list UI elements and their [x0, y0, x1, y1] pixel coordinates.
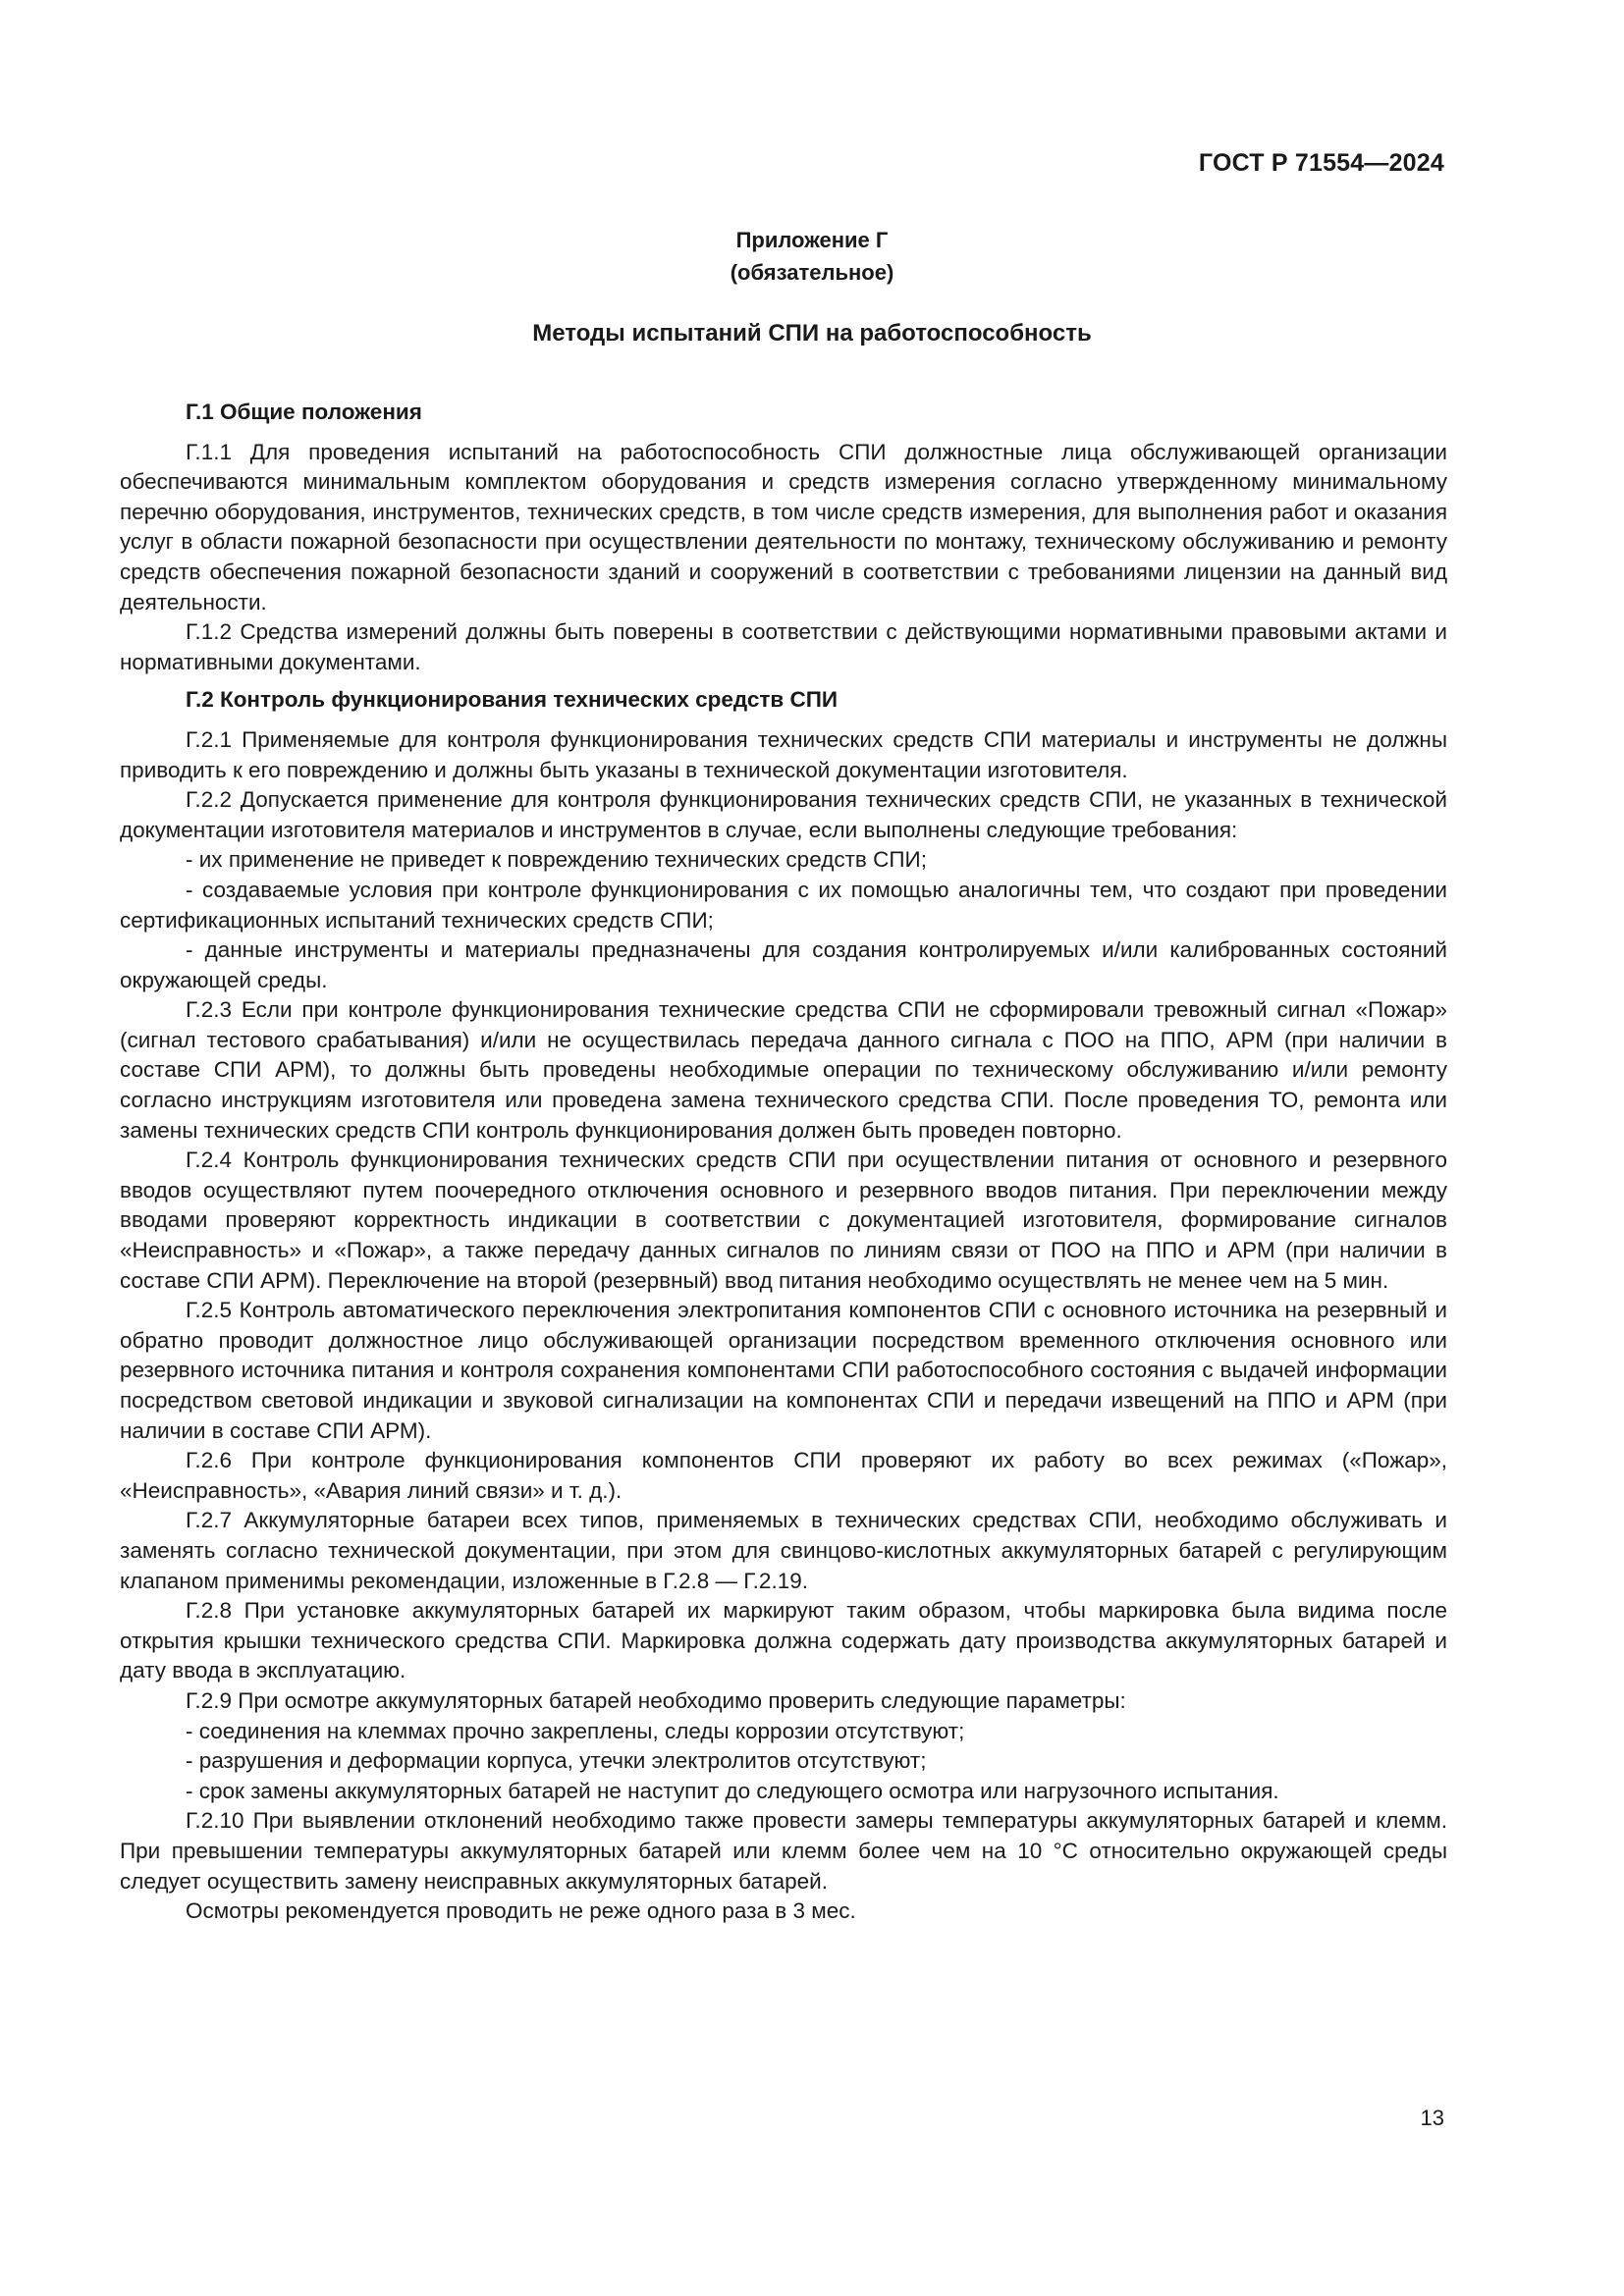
paragraph: Г.2.10 При выявлении отклонений необходимо также провести замеры температуры аккумуляторных батарей и клемм. При превышении температуры аккумуляторных батарей или клемм более чем на 10 °С относительно окружающей среды следует осуществить замену неисправных аккумуляторных батарей. [120, 1808, 1447, 1894]
paragraph: Г.2.3 Если при контроле функционирования технические средства СПИ не сформировали тревожный сигнал «Пожар» (сигнал тестового срабатывания) и/или не осуществилась передача данного сигнала с ПОО на ППО, АРМ (при наличии в составе СПИ АРМ), то должны быть проведены необходимые операции по техническому обслуживанию и/или ремонту согласно инструкциям изготовителя или проведена замена технического средства СПИ. После проведения ТО, ремонта или замены технических средств СПИ контроль функционирования должен быть проведен повторно. [120, 997, 1447, 1143]
paragraph: Г.1.1 Для проведения испытаний на работоспособность СПИ должностные лица обслуживающей организации обеспечиваются минимальным комплектом оборудования и средств измерения согласно утвержденному минимальному перечню оборудования, инструментов, технических средств, в том числе средств измерения, для выполнения работ и оказания услуг в области пожарной безопасности при осуществлении деятельности по монтажу, техническому обслуживанию и ремонту средств обеспечения пожарной безопасности зданий и сооружений в соответствии с требованиями лицензии на данный вид деятельности. [120, 439, 1447, 614]
paragraph: Г.2.2 Допускается применение для контроля функционирования технических средств СПИ, не указанных в технической документации изготовителя материалов и инструментов в случае, если выполнены следующие требования: [120, 787, 1447, 842]
list-item: - данные инструменты и материалы предназначены для создания контролируемых и/или калиброванных состояний окружающей среды. [120, 937, 1447, 992]
list-item: - создаваемые условия при контроле функционирования с их помощью аналогичны тем, что создают при проведении сертификационных испытаний технических средств СПИ; [120, 877, 1447, 933]
list-item: - их применение не приведет к повреждению технических средств СПИ; [186, 847, 927, 873]
document-title: Методы испытаний СПИ на работоспособность [532, 320, 1092, 347]
paragraph: Г.2.6 При контроле функционирования компонентов СПИ проверяют их работу во всех режимах («Пожар», «Неисправность», «Авария линий связи» и т. д.). [120, 1448, 1447, 1503]
document-body [120, 398, 1447, 1927]
appendix-header [0, 224, 1624, 289]
page-number: 13 [1420, 2106, 1444, 2130]
document-code: ГОСТ Р 71554—2024 [1198, 149, 1444, 177]
section-heading: Г.2 Контроль функционирования технических средств СПИ [186, 687, 839, 713]
paragraph: Г.1.2 Средства измерений должны быть поверены в соответствии с действующими нормативными правовыми актами и нормативными документами. [120, 619, 1447, 674]
list-item: - срок замены аккумуляторных батарей не наступит до следующего осмотра или нагрузочного испытания. [186, 1778, 1279, 1803]
paragraph: Г.2.9 При осмотре аккумуляторных батарей необходимо проверить следующие параметры: [186, 1687, 1126, 1713]
paragraph: Г.2.5 Контроль автоматического переключения электропитания компонентов СПИ с основного источника на резервный и обратно проводит должностное лицо обслуживающей организации посредством временного отключения основного или резервного источника питания и контроля сохранения компонентами СПИ работоспособного состояния с выдачей информации посредством световой индикации и звуковой сигнализации на компонентах СПИ и передачи извещений на ППО и АРМ (при наличии в составе СПИ АРМ). [120, 1298, 1447, 1443]
paragraph: Г.2.7 Аккумуляторные батареи всех типов, применяемых в технических средствах СПИ, необходимо обслуживать и заменять согласно технической документации, при этом для свинцово-кислотных аккумуляторных батарей с регулирующим клапаном применимы рекомендации, изложенные в Г.2.8 — Г.2.19. [120, 1508, 1447, 1593]
appendix-title: Приложение Г [735, 228, 889, 252]
section-heading: Г.1 Общие положения [186, 400, 422, 424]
paragraph: Г.2.4 Контроль функционирования технических средств СПИ при осуществлении питания от основного и резервного вводов осуществляют путем поочередного отключения основного и резервного вводов питания. При переключении между вводами проверяют корректность индикации в соответствии с документацией изготовителя, формирование сигналов «Неисправность» и «Пожар», а также передачу данных сигналов по линиям связи от ПОО на ППО и АРМ (при наличии в составе СПИ АРМ). Переключение на второй (резервный) ввод питания необходимо осуществлять не менее чем на 5 мин. [120, 1148, 1447, 1293]
list-item: - соединения на клеммах прочно закреплены, следы коррозии отсутствуют; [186, 1718, 965, 1743]
paragraph: Осмотры рекомендуется проводить не реже одного раза в 3 мес. [186, 1898, 856, 1924]
paragraph: Г.2.8 При установке аккумуляторных батарей их маркируют таким образом, чтобы маркировка была видима после открытия крышки технического средства СПИ. Маркировка должна содержать дату производства аккумуляторных батарей и дату ввода в эксплуатацию. [120, 1598, 1447, 1683]
paragraph: Г.2.1 Применяемые для контроля функционирования технических средств СПИ материалы и инструменты не должны приводить к его повреждению и должны быть указаны в технической документации изготовителя. [120, 726, 1447, 782]
list-item: - разрушения и деформации корпуса, утечки электролитов отсутствуют; [186, 1748, 927, 1774]
appendix-status: (обязательное) [730, 260, 894, 285]
